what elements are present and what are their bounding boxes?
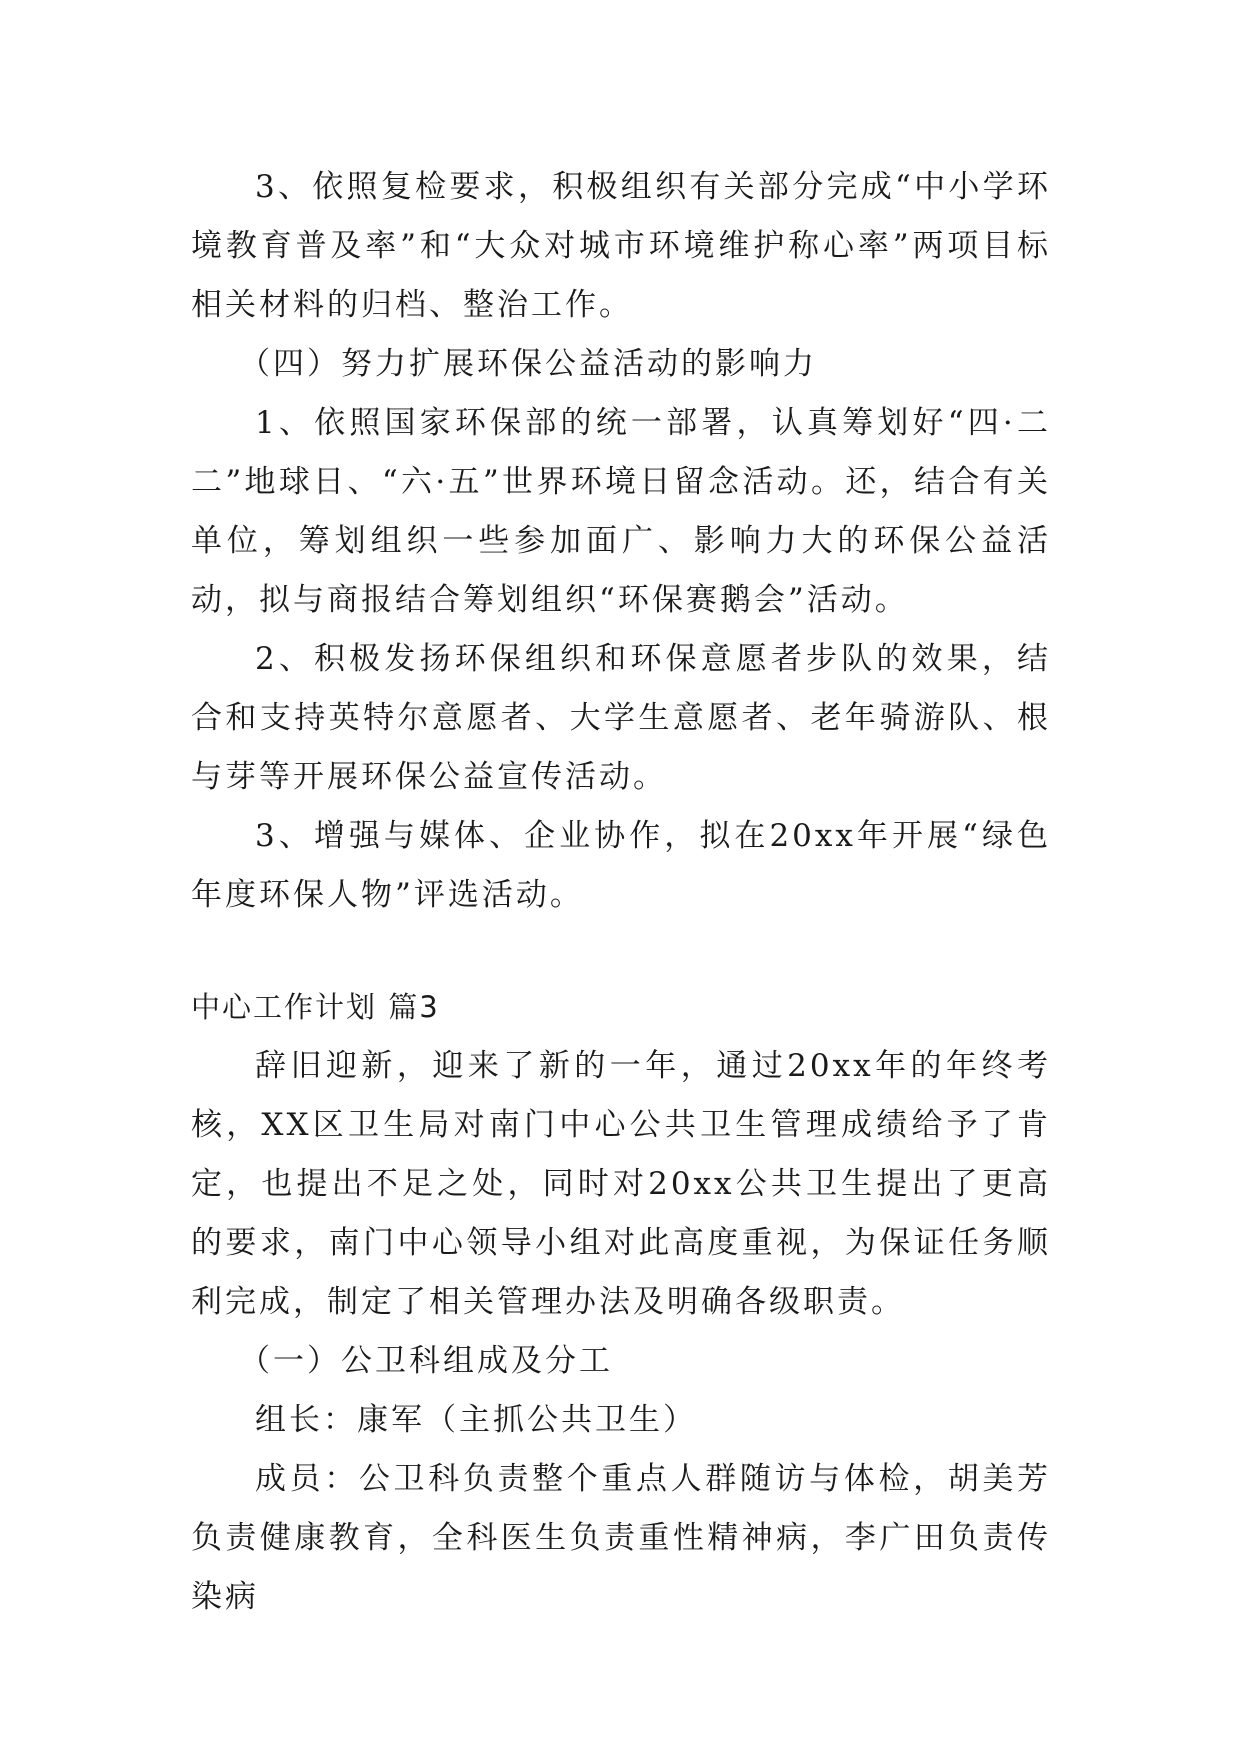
paragraph-material-archiving: 3、依照复检要求，积极组织有关部分完成“中小学环境教育普及率”和“大众对城市环境维护称心率”两项目标相关材料的归档、整治工作。 bbox=[191, 169, 1051, 323]
paragraph-earth-day-activities: 1、依照国家环保部的统一部署，认真筹划好“四·二二”地球日、“六·五”世界环境日留念活动。还，结合有关单位，筹划组织一些参加面广、影响力大的环保公益活动，拟与商报结合筹划组织“环保赛鹅会”活动。 bbox=[191, 405, 1051, 618]
document-body bbox=[191, 158, 1051, 1627]
section-heading: 中心工作计划 篇3 bbox=[191, 990, 440, 1024]
paragraph-team-members: 成员：公卫科负责整个重点人群随访与体检，胡美芳负责健康教育，全科医生负责重性精神病，李广田负责传染病 bbox=[191, 1461, 1051, 1615]
paragraph-green-person-selection: 3、增强与媒体、企业协作，拟在20xx年开展“绿色年度环保人物”评选活动。 bbox=[191, 818, 1051, 913]
paragraph-team-leader: 组长：康军（主抓公共卫生） bbox=[255, 1402, 697, 1438]
subheading-public-welfare-influence: （四）努力扩展环保公益活动的影响力 bbox=[239, 346, 817, 382]
paragraph-intro: 辞旧迎新，迎来了新的一年，通过20xx年的年终考核，XX区卫生局对南门中心公共卫生管理成绩给予了肯定，也提出不足之处，同时对20xx公共卫生提出了更高的要求，南门中心领导小组对此高度重视，为保证任务顺利完成，制定了相关管理办法及明确各级职责。 bbox=[191, 1048, 1051, 1320]
paragraph-volunteer-teams: 2、积极发扬环保组织和环保意愿者步队的效果，结合和支持英特尔意愿者、大学生意愿者、老年骑游队、根与芽等开展环保公益宣传活动。 bbox=[191, 641, 1051, 795]
subheading-team-composition: （一）公卫科组成及分工 bbox=[239, 1343, 613, 1379]
section-spacer bbox=[191, 925, 1051, 978]
